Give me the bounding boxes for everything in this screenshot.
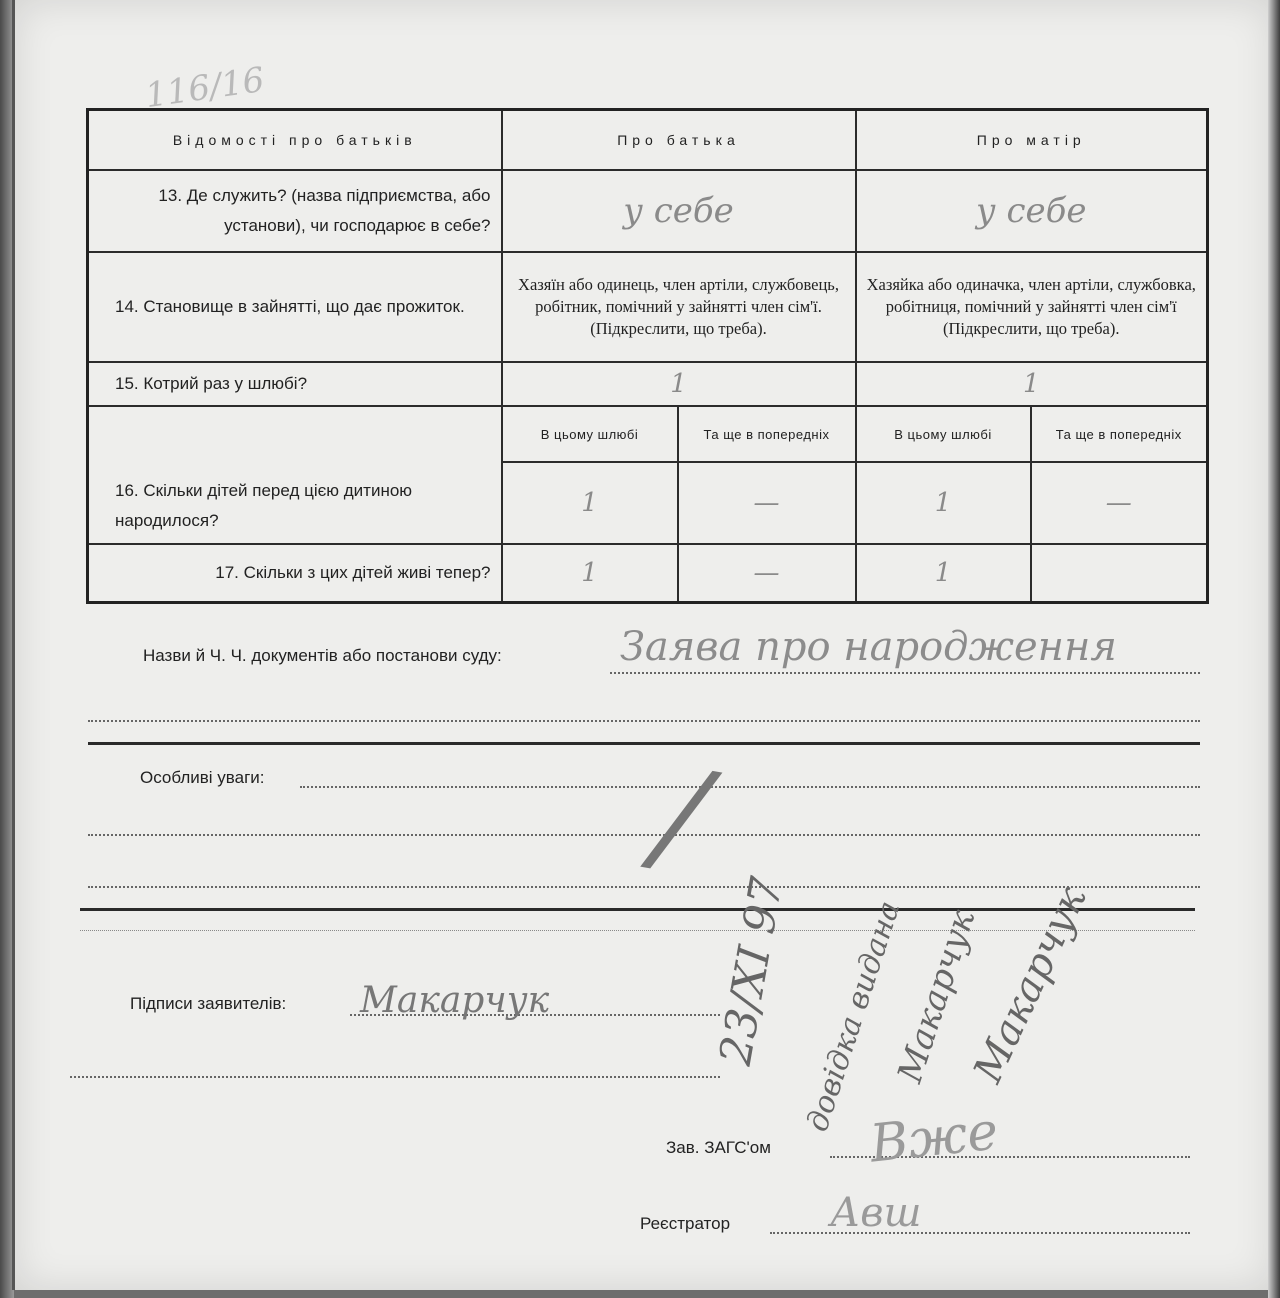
row-16-subheaders — [88, 406, 1208, 462]
margin-note-line3: Макарчук — [965, 879, 1096, 1090]
margin-note-line1: довідка видана — [800, 896, 908, 1136]
parents-info-table — [86, 108, 1209, 604]
row-17-father-this-marriage: 1 — [502, 544, 678, 602]
row-13-mother-value: у себе — [856, 170, 1208, 252]
section-divider-dotted — [80, 930, 1195, 931]
row-15-father-value: 1 — [502, 362, 856, 406]
documents-dotted-line — [610, 672, 1200, 674]
row-17 — [88, 544, 1208, 602]
row-16-father-this-marriage: 1 — [502, 462, 678, 544]
applicants-dotted-line-2 — [70, 1076, 720, 1078]
remarks-dotted-line — [300, 786, 1200, 788]
header-parents-info: Відомості про батьків — [88, 110, 502, 171]
row-15-label: 15. Котрий раз у шлюбі? — [88, 362, 502, 406]
row-14-father-options: Хазяїн або одинець, член артіли, службовець, робітник, помічний у зайнятті член сім'ї. (Підкреслити, що треба). — [502, 252, 856, 362]
header-father: Про батька — [502, 110, 856, 171]
zags-head-signature: Вже — [867, 1101, 1001, 1175]
row-17-mother-previous — [1031, 544, 1208, 602]
zags-head-label: Зав. ЗАГС'ом — [666, 1138, 771, 1157]
section-divider-2 — [80, 908, 1195, 911]
registrar-label: Реєстратор — [640, 1214, 731, 1233]
row-13-label: 13. Де служить? (назва підприємства, або установи), чи господарює в себе? — [88, 170, 502, 252]
documents-label: Назви й Ч. Ч. документів або постанови суду: — [143, 646, 502, 665]
subheader-father-this-marriage: В цьому шлюбі — [502, 406, 678, 462]
header-mother: Про матір — [856, 110, 1208, 171]
applicants-label: Підписи заявителів: — [130, 994, 287, 1013]
remarks-dotted-line-3 — [88, 886, 1200, 888]
subheader-father-previous: Та ще в попередніх — [678, 406, 856, 462]
margin-note-line2: Макарчук — [890, 905, 984, 1088]
row-16-mother-previous: — — [1031, 462, 1208, 544]
margin-note-date: 23/XI 97 — [710, 873, 794, 1069]
row-14-label: 14. Становище в зайнятті, що дає прожиток. — [88, 252, 502, 362]
row-15 — [88, 362, 1208, 406]
documents-dotted-line-2 — [88, 720, 1200, 722]
row-17-mother-this-marriage: 1 — [856, 544, 1031, 602]
section-divider-1 — [88, 742, 1200, 745]
remarks-slash-mark: / — [647, 737, 717, 895]
documents-handwritten: Заява про народження — [620, 624, 1117, 670]
row-14-mother-options: Хазяйка або одиначка, член артіли, службовка, робітниця, помічний у зайнятті член сім'ї (Підкреслити, що треба). — [856, 252, 1208, 362]
subheader-mother-this-marriage: В цьому шлюбі — [856, 406, 1031, 462]
row-13 — [88, 170, 1208, 252]
row-16-father-previous: — — [678, 462, 856, 544]
row-16-label: 16. Скільки дітей перед цією дитиною народилося? — [88, 406, 502, 544]
page-right-edge — [1268, 0, 1280, 1298]
remarks-dotted-line-2 — [88, 834, 1200, 836]
remarks-label: Особливі уваги: — [140, 768, 265, 787]
row-13-father-value: у себе — [502, 170, 856, 252]
archive-number: 116/16 — [142, 59, 267, 117]
row-14 — [88, 252, 1208, 362]
subheader-mother-previous: Та ще в попередніх — [1031, 406, 1208, 462]
row-15-mother-value: 1 — [856, 362, 1208, 406]
row-16-mother-this-marriage: 1 — [856, 462, 1031, 544]
applicant-signature: Макарчук — [360, 980, 550, 1021]
row-17-father-previous: — — [678, 544, 856, 602]
row-17-label: 17. Скільки з цих дітей живі тепер? — [88, 544, 502, 602]
registrar-signature: Авш — [830, 1190, 922, 1236]
header-row — [88, 110, 1208, 171]
